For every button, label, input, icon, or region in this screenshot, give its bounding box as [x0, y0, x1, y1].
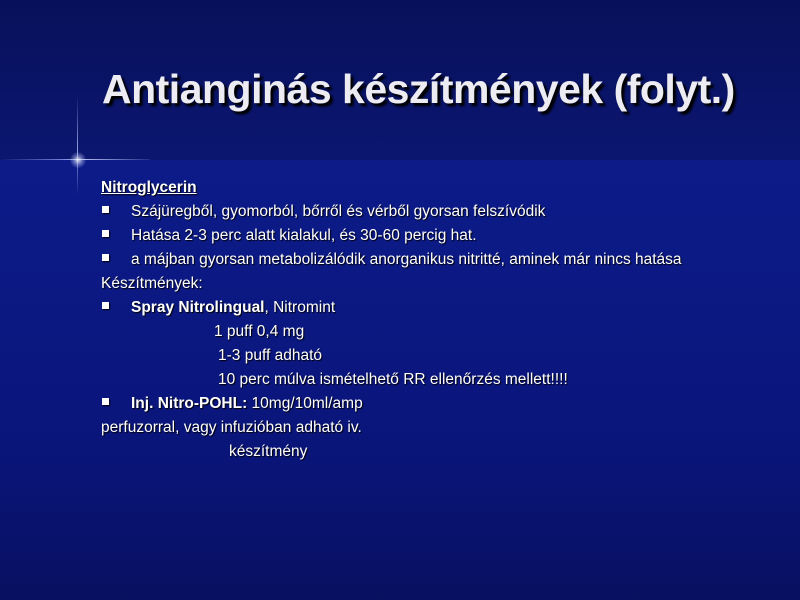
spray-name: Spray Nitrolingual — [131, 299, 265, 316]
spray-detail-1: 1 puff 0,4 mg — [214, 323, 305, 340]
slide-title: Antianginás készítmények (folyt.) — [102, 66, 735, 112]
spray-detail-2: 1-3 puff adható — [218, 347, 322, 364]
spray-detail-3: 10 perc múlva ismételhető RR ellenőrzés mellett!!!! — [218, 371, 568, 388]
bullet-square-icon — [102, 230, 109, 237]
spray-rest: , Nitromint — [264, 299, 336, 316]
section-heading: Nitroglycerin — [101, 179, 197, 196]
bullet-square-icon — [102, 302, 109, 309]
injection-name: Inj. Nitro-POHL: — [131, 395, 248, 412]
injection-line — [131, 394, 363, 414]
bullet-item-3: a májban gyorsan metabolizálódik anorganikus nitritté, aminek már nincs hatása — [131, 251, 682, 268]
injection-rest: 10mg/10ml/amp — [247, 395, 363, 412]
bullet-item-2: Hatása 2-3 perc alatt kialakul, és 30-60 percig hat. — [131, 227, 477, 244]
infusion-line: perfuzorral, vagy infuzióban adható iv. — [101, 419, 362, 436]
spray-line — [131, 298, 335, 318]
bullet-square-icon — [102, 398, 109, 405]
preparations-label: Készítmények: — [101, 275, 203, 292]
bullet-square-icon — [102, 206, 109, 213]
bullet-item-1: Szájüregből, gyomorból, bőrről és vérből gyorsan felszívódik — [131, 203, 546, 220]
bullet-square-icon — [102, 254, 109, 261]
infusion-suffix: készítmény — [229, 443, 308, 460]
